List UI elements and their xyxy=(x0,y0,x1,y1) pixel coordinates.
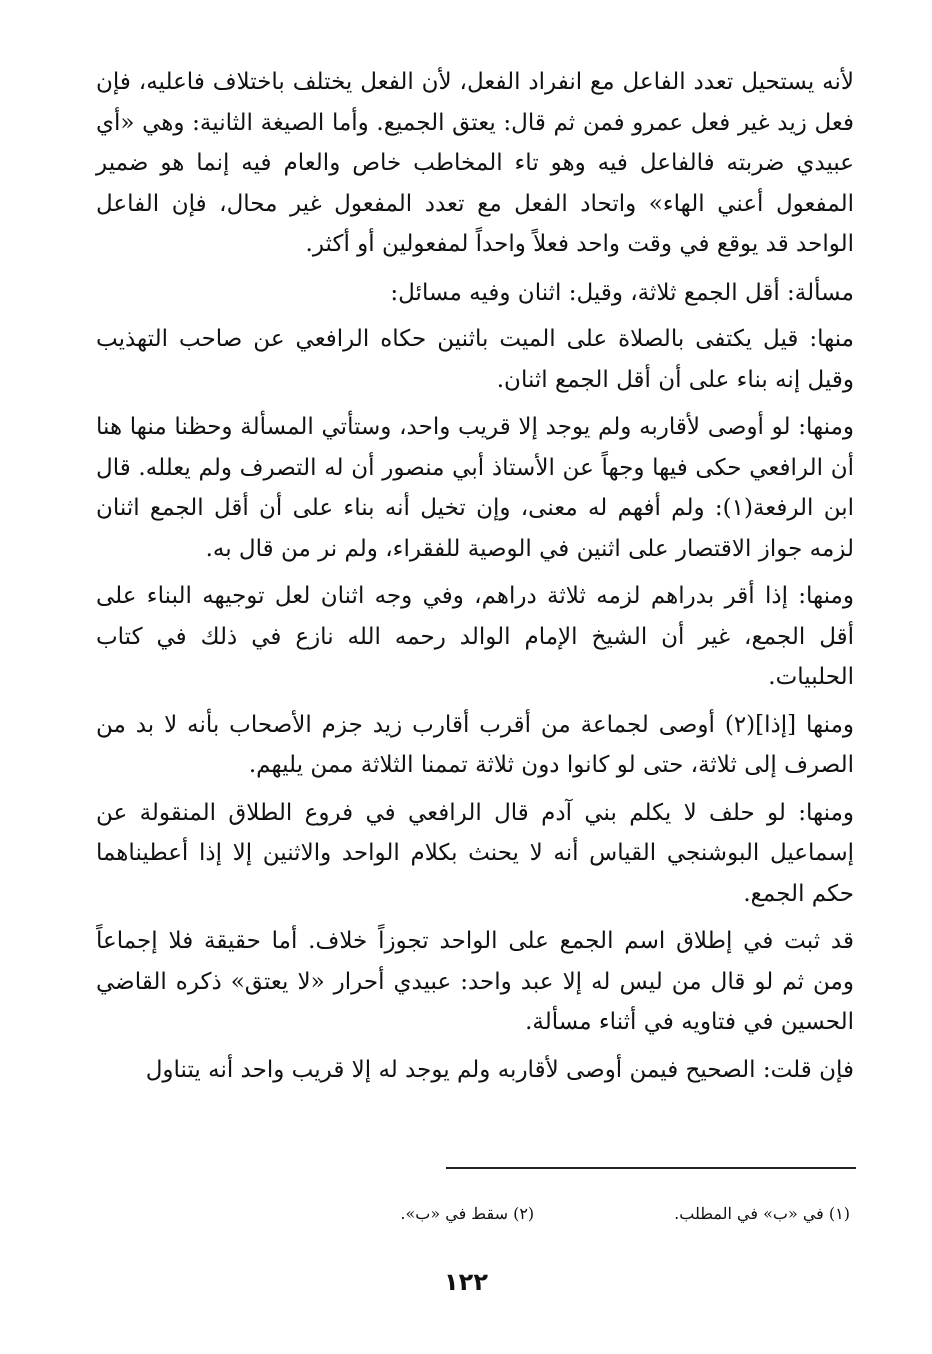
paragraph-6: ومنها [إذا](٢) أوصى لجماعة من أقرب أقارب زيد جزم الأصحاب بأنه لا بد من الصرف إلى ثلاثة، حتى لو كانوا دون ثلاثة تممنا الثلاثة ممن يليهم. xyxy=(96,711,854,778)
footnotes xyxy=(330,1202,850,1226)
paragraph-7: ومنها: لو حلف لا يكلم بني آدم قال الرافعي في فروع الطلاق المنقولة عن إسماعيل البوشنجي القياس أنه لا يحنث بكلام الواحد والاثنين إلا إذا أعطيناهما حكم الجمع. xyxy=(96,799,854,907)
paragraph-9: فإن قلت: الصحيح فيمن أوصى لأقاربه ولم يوجد له إلا قريب واحد أنه يتناول xyxy=(145,1056,854,1083)
paragraph-8: قد ثبت في إطلاق اسم الجمع على الواحد تجوزاً خلاف. أما حقيقة فلا إجماعاً ومن ثم لو قال من ليس له إلا عبد واحد: عبيدي أحرار «لا يعتق» ذكره القاضي الحسين في فتاويه في أثناء مسألة. xyxy=(96,928,854,1035)
paragraph-4: ومنها: لو أوصى لأقاربه ولم يوجد إلا قريب واحد، وستأتي المسألة وحظنا منها هنا أن الرافعي حكى فيها وجهاً عن الأستاذ أبي منصور أن له التصرف ولم يعلله. قال ابن الرفعة(١): ولم أفهم له معنى، وإن تخيل أنه بناء على أن أقل الجمع اثنان لزمه جواز الاقتصار على اثنين في الوصية للفقراء، ولم نر من قال به. xyxy=(96,414,854,562)
paragraph-1: لأنه يستحيل تعدد الفاعل مع انفراد الفعل، لأن الفعل يختلف باختلاف فاعليه، فإن فعل زيد غير فعل عمرو فمن ثم قال: يعتق الجميع. وأما الصيغة الثانية: وهي «أي عبيدي ضربته فالفاعل فيه وهو تاء المخاطب خاص والعام فيه إنما هو ضمير المفعول أعني الهاء» واتحاد الفعل مع تعدد المفعول غير محال، فإن الفاعل الواحد قد يوقع في وقت واحد فعلاً واحداً لمفعولين أو أكثر. xyxy=(96,69,854,257)
footnote-1: (١) في «ب» في المطلب. xyxy=(674,1204,850,1223)
page-number: ١٢٢ xyxy=(444,1268,488,1296)
footnote-divider xyxy=(446,1167,856,1169)
paragraph-5: ومنها: إذا أقر بدراهم لزمه ثلاثة دراهم، وفي وجه اثنان لعل توجيهه البناء على أقل الجمع، غير أن الشيخ الإمام الوالد رحمه الله نازع في ذلك في كتاب الحلبيات. xyxy=(96,583,854,690)
footnote-2: (٢) سقط في «ب». xyxy=(400,1204,535,1223)
paragraph-3: منها: قيل يكتفى بالصلاة على الميت باثنين حكاه الرافعي عن صاحب التهذيب وقيل إنه بناء على أن أقل الجمع اثنان. xyxy=(96,326,854,393)
main-text xyxy=(96,62,854,1097)
paragraph-2-heading: مسألة: أقل الجمع ثلاثة، وقيل: اثنان وفيه مسائل: xyxy=(390,279,854,306)
